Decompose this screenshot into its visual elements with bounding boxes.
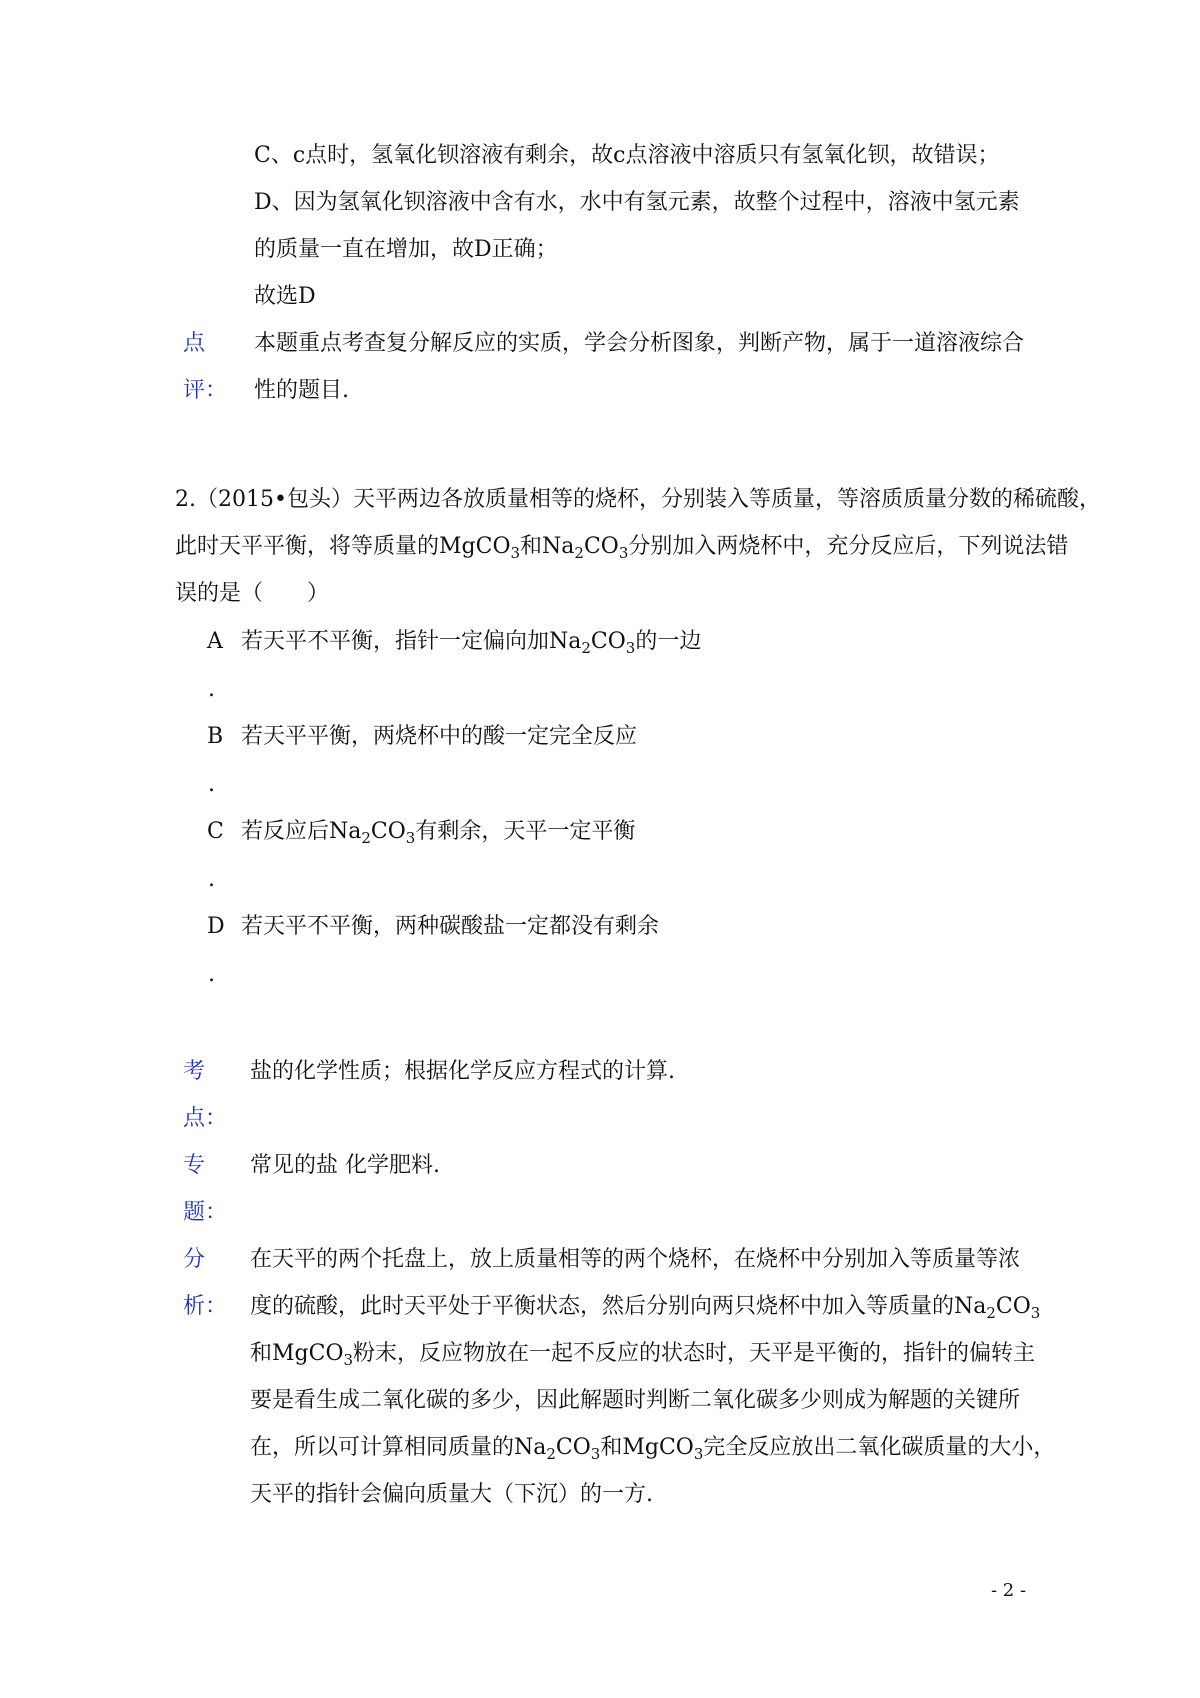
option-d-text: 若天平不平衡，两种碳酸盐一定都没有剩余 xyxy=(241,914,660,939)
page-number: - 2 - xyxy=(991,1580,1027,1601)
zhuanti-label-top: 专 xyxy=(183,1153,206,1178)
fenxi-line-3-part: 粉末，反应物放在一起不反应的状态时，天平是平衡的，指针的偏转主 xyxy=(353,1341,1036,1366)
fenxi-line-2 xyxy=(250,1292,1040,1322)
subscript: 2 xyxy=(546,1445,556,1463)
comment-label-bottom: 评： xyxy=(183,378,228,403)
fenxi-line-5 xyxy=(250,1433,1055,1463)
option-a-letter: A xyxy=(207,629,223,654)
question-line-2-part: 此时天平平衡，将等质量的MgCO xyxy=(175,534,511,559)
option-c-text xyxy=(241,817,635,847)
solution-line-c: C、c点时，氢氧化钡溶液有剩余，故c点溶液中溶质只有氢氧化钡，故错误； xyxy=(254,143,1000,168)
option-b-text: 若天平平衡，两烧杯中的酸一定完全反应 xyxy=(241,724,638,749)
zhuanti-label-bottom: 题： xyxy=(183,1200,228,1225)
option-a-text-part: 若天平不平衡，指针一定偏向加Na xyxy=(241,629,582,654)
question-line-2-part: 分别加入两烧杯中，充分反应后，下列说法错 xyxy=(628,534,1069,559)
kaodian-label-bottom: 点： xyxy=(183,1106,228,1131)
option-c-dot: . xyxy=(208,867,215,892)
fenxi-line-1: 在天平的两个托盘上，放上质量相等的两个烧杯，在烧杯中分别加入等质量等浓 xyxy=(250,1247,1021,1272)
fenxi-line-5-part: 和MgCO xyxy=(600,1435,694,1460)
question-line-1: 2.（2015•包头）天平两边各放质量相等的烧杯，分别装入等质量，等溶质质量分数的稀硫酸， xyxy=(175,487,1101,512)
question-line-2-part: 和Na xyxy=(520,534,575,559)
subscript: 3 xyxy=(405,829,416,847)
kaodian-label-top: 考 xyxy=(183,1059,206,1084)
fenxi-line-2-part: CO xyxy=(995,1294,1031,1319)
subscript: 3 xyxy=(343,1351,354,1369)
zhuanti-text: 常见的盐 化学肥料. xyxy=(250,1153,440,1178)
fenxi-label-bottom: 析： xyxy=(183,1294,228,1319)
question-line-2-part: CO xyxy=(583,534,619,559)
subscript: 3 xyxy=(590,1445,601,1463)
subscript: 2 xyxy=(361,829,371,847)
subscript: 3 xyxy=(693,1445,704,1463)
option-c-letter: C xyxy=(207,819,224,844)
question-line-3: 误的是（ ） xyxy=(175,581,330,606)
fenxi-line-4: 要是看生成二氧化碳的多少，因此解题时判断二氧化碳多少则成为解题的关键所 xyxy=(250,1388,1021,1413)
option-b-letter: B xyxy=(207,724,224,749)
option-a-text-part: CO xyxy=(590,629,626,654)
fenxi-line-3 xyxy=(250,1339,1035,1369)
subscript: 3 xyxy=(1030,1304,1041,1322)
fenxi-line-5-part: 在，所以可计算相同质量的Na xyxy=(250,1435,547,1460)
subscript: 3 xyxy=(625,639,636,657)
option-d-dot: . xyxy=(208,962,215,987)
fenxi-line-2-part: 度的硫酸，此时天平处于平衡状态，然后分别向两只烧杯中加入等质量的Na xyxy=(250,1294,987,1319)
option-c-text-part: CO xyxy=(370,819,406,844)
fenxi-label-top: 分 xyxy=(183,1247,206,1272)
solution-line-d-cont: 的质量一直在增加，故D正确； xyxy=(254,237,558,262)
solution-line-d: D、因为氢氧化钡溶液中含有水，水中有氢元素，故整个过程中，溶液中氢元素 xyxy=(254,190,1020,215)
option-d-letter: D xyxy=(207,914,225,939)
fenxi-line-5-part: 完全反应放出二氧化碳质量的大小， xyxy=(703,1435,1056,1460)
solution-answer: 故选D xyxy=(254,284,316,309)
kaodian-text: 盐的化学性质；根据化学反应方程式的计算. xyxy=(250,1059,675,1084)
comment-label-top: 点 xyxy=(183,331,206,356)
question-line-2 xyxy=(175,532,1068,562)
option-c-text-part: 有剩余，天平一定平衡 xyxy=(415,819,636,844)
fenxi-line-3-part: 和MgCO xyxy=(250,1341,344,1366)
subscript: 2 xyxy=(574,544,584,562)
option-b-dot: . xyxy=(208,772,215,797)
option-a-dot: . xyxy=(208,677,215,702)
subscript: 3 xyxy=(618,544,629,562)
comment-line-2: 性的题目. xyxy=(254,378,349,403)
option-a-text-part: 的一边 xyxy=(635,629,702,654)
subscript: 3 xyxy=(510,544,521,562)
subscript: 2 xyxy=(986,1304,996,1322)
fenxi-line-6: 天平的指针会偏向质量大（下沉）的一方. xyxy=(250,1482,653,1507)
option-a-text xyxy=(241,627,701,657)
fenxi-line-5-part: CO xyxy=(555,1435,591,1460)
subscript: 2 xyxy=(581,639,591,657)
comment-line-1: 本题重点考查复分解反应的实质，学会分析图象，判断产物，属于一道溶液综合 xyxy=(254,331,1025,356)
option-c-text-part: 若反应后Na xyxy=(241,819,362,844)
